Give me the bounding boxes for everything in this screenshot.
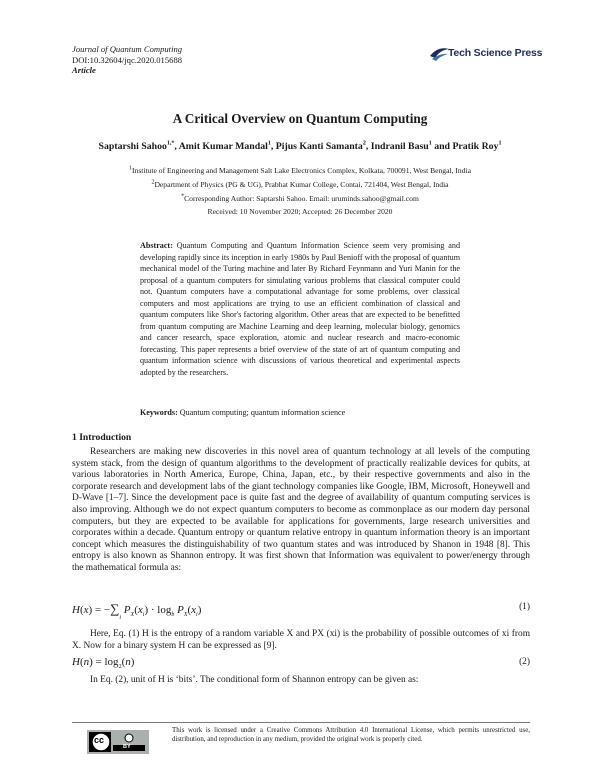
- publisher-logo: [428, 44, 543, 64]
- doi: DOI:10.32604/jqc.2020.015688: [72, 54, 183, 65]
- by-label: BY: [123, 744, 131, 750]
- cc-by-badge[interactable]: [87, 730, 149, 754]
- author: Pratik Roy$^1$: [452, 140, 502, 152]
- equation-2: $H(n) = \log_2(n)$ (2): [72, 656, 530, 671]
- abstract-text: Quantum Computing and Quantum Information Science seem very promising and developing rapidly since its inception in early 1980s by Paul Benioff with the proposal of quantum mechanical model of the Turing machine and later By Richard Feynmann and Yuri Manin for the proposal of a quantum computers for simulating various problems that classical computer could not. Quantum computers have a computational advantage for some problems, over classical computers and most applications are trying to use an efficient combination of classical and quantum computers like Shor's factoring algorithm. Other areas that are expected to be benefitted from quantum computing are Machine Learning and deep learning, molecular biology, genomics and cancer research, space exploration, atomic and nuclear research and macro-economic forecasting. This paper represents a brief overview of the state of art of quantum computing and quantum information science with discussions of various theoretical and experimental aspects adopted by the researchers.: [140, 241, 460, 377]
- author: Saptarshi Sahoo$^{1,*}$,: [98, 140, 179, 152]
- intro-paragraph: Researchers are making new discoveries in this novel area of quantum technology at all levels of the computing system stack, from the design of quantum algorithms to the development of practically realizable devices for qubits, at various laboratories in North America, Europe, China, Japan, etc., by their respective governments and also in the corporate research and development labs of the giant technology companies like Google, IBM, Microsoft, Honeywell and D-Wave [1–7]. Since the development pace is quite fast and the degree of availability of quantum computing services is also improving. Although we do not expect quantum computers to become as commonplace as our modern day personal computers, but they are expected to be available for applications for governments, large research universities and corporates within a decade. Quantum entropy or quantum relative entropy in quantum information theory is an important concept which measures the distinguishability of two quantum states and was introduced by Shanon in 1948 [8]. This entropy is also known as Shannon entropy. It was first shown that Information was equivalent to power/energy through the mathematical formula as:: [72, 447, 530, 573]
- publisher-swoosh-icon: [428, 44, 450, 64]
- intro-paragraph: In Eq. (2), unit of H is ‘bits’. The conditional form of Shannon entropy can be given as:: [90, 675, 419, 685]
- section-heading: 1 Introduction: [72, 432, 132, 443]
- keywords-text: Quantum computing; quantum information science: [179, 408, 346, 417]
- journal-header: [72, 44, 182, 76]
- equation-number: (2): [519, 657, 530, 667]
- keywords-label: Keywords:: [140, 408, 178, 417]
- keywords: [140, 408, 460, 417]
- intro-paragraph: Here, Eq. (1) H is the entropy of a random variable X and PX (xi) is the probability of possible outcomes of xi from X. Now for a binary system H can be expressed as [9].: [72, 629, 530, 651]
- license-footer: [72, 722, 530, 762]
- abstract-label: Abstract:: [140, 241, 173, 250]
- author: Pijus Kanti Samanta$^2$,: [275, 140, 371, 152]
- author: Amit Kumar Mandal$^1$,: [178, 140, 276, 152]
- affiliation: $^1$Institute of Engineering and Management Salt Lake Electronics Complex, Kolkata, 700091, West Bengal, India: [129, 165, 471, 175]
- journal-name: Journal of Quantum Computing: [72, 44, 183, 54]
- article-type: Article: [72, 65, 96, 75]
- author: Indranil Basu$^1$ and: [370, 140, 453, 152]
- equation-number: (1): [519, 602, 530, 612]
- abstract: [140, 240, 460, 378]
- footer-divider: [72, 722, 530, 723]
- publisher-name: Tech Science Press: [448, 47, 543, 59]
- equation-1: $H(x) = -\sum_i$ $P_X(x_i) \cdot \log_b P_X(x_i)$ (1): [72, 601, 530, 621]
- affiliation: $^2$Department of Physics (PG & UG), Prabhat Kumar College, Contai, 721404, West Bengal, India: [151, 179, 449, 189]
- paper-title: A Critical Overview on Quantum Computing: [172, 111, 428, 126]
- received-accepted-dates: Received: 10 November 2020; Accepted: 26 December 2020: [207, 207, 393, 216]
- license-text: This work is licensed under a Creative Commons Attribution 4.0 International License, which permits unrestricted use, distribution, and reproduction in any medium, provided the original work is properly cited.: [172, 727, 530, 744]
- cc-icon: cc: [94, 735, 105, 745]
- corresponding-author: *Corresponding Author: Saptarshi Sahoo. Email: uruminds.sahoo@gmail.com: [181, 193, 419, 203]
- author-list: [40, 141, 560, 152]
